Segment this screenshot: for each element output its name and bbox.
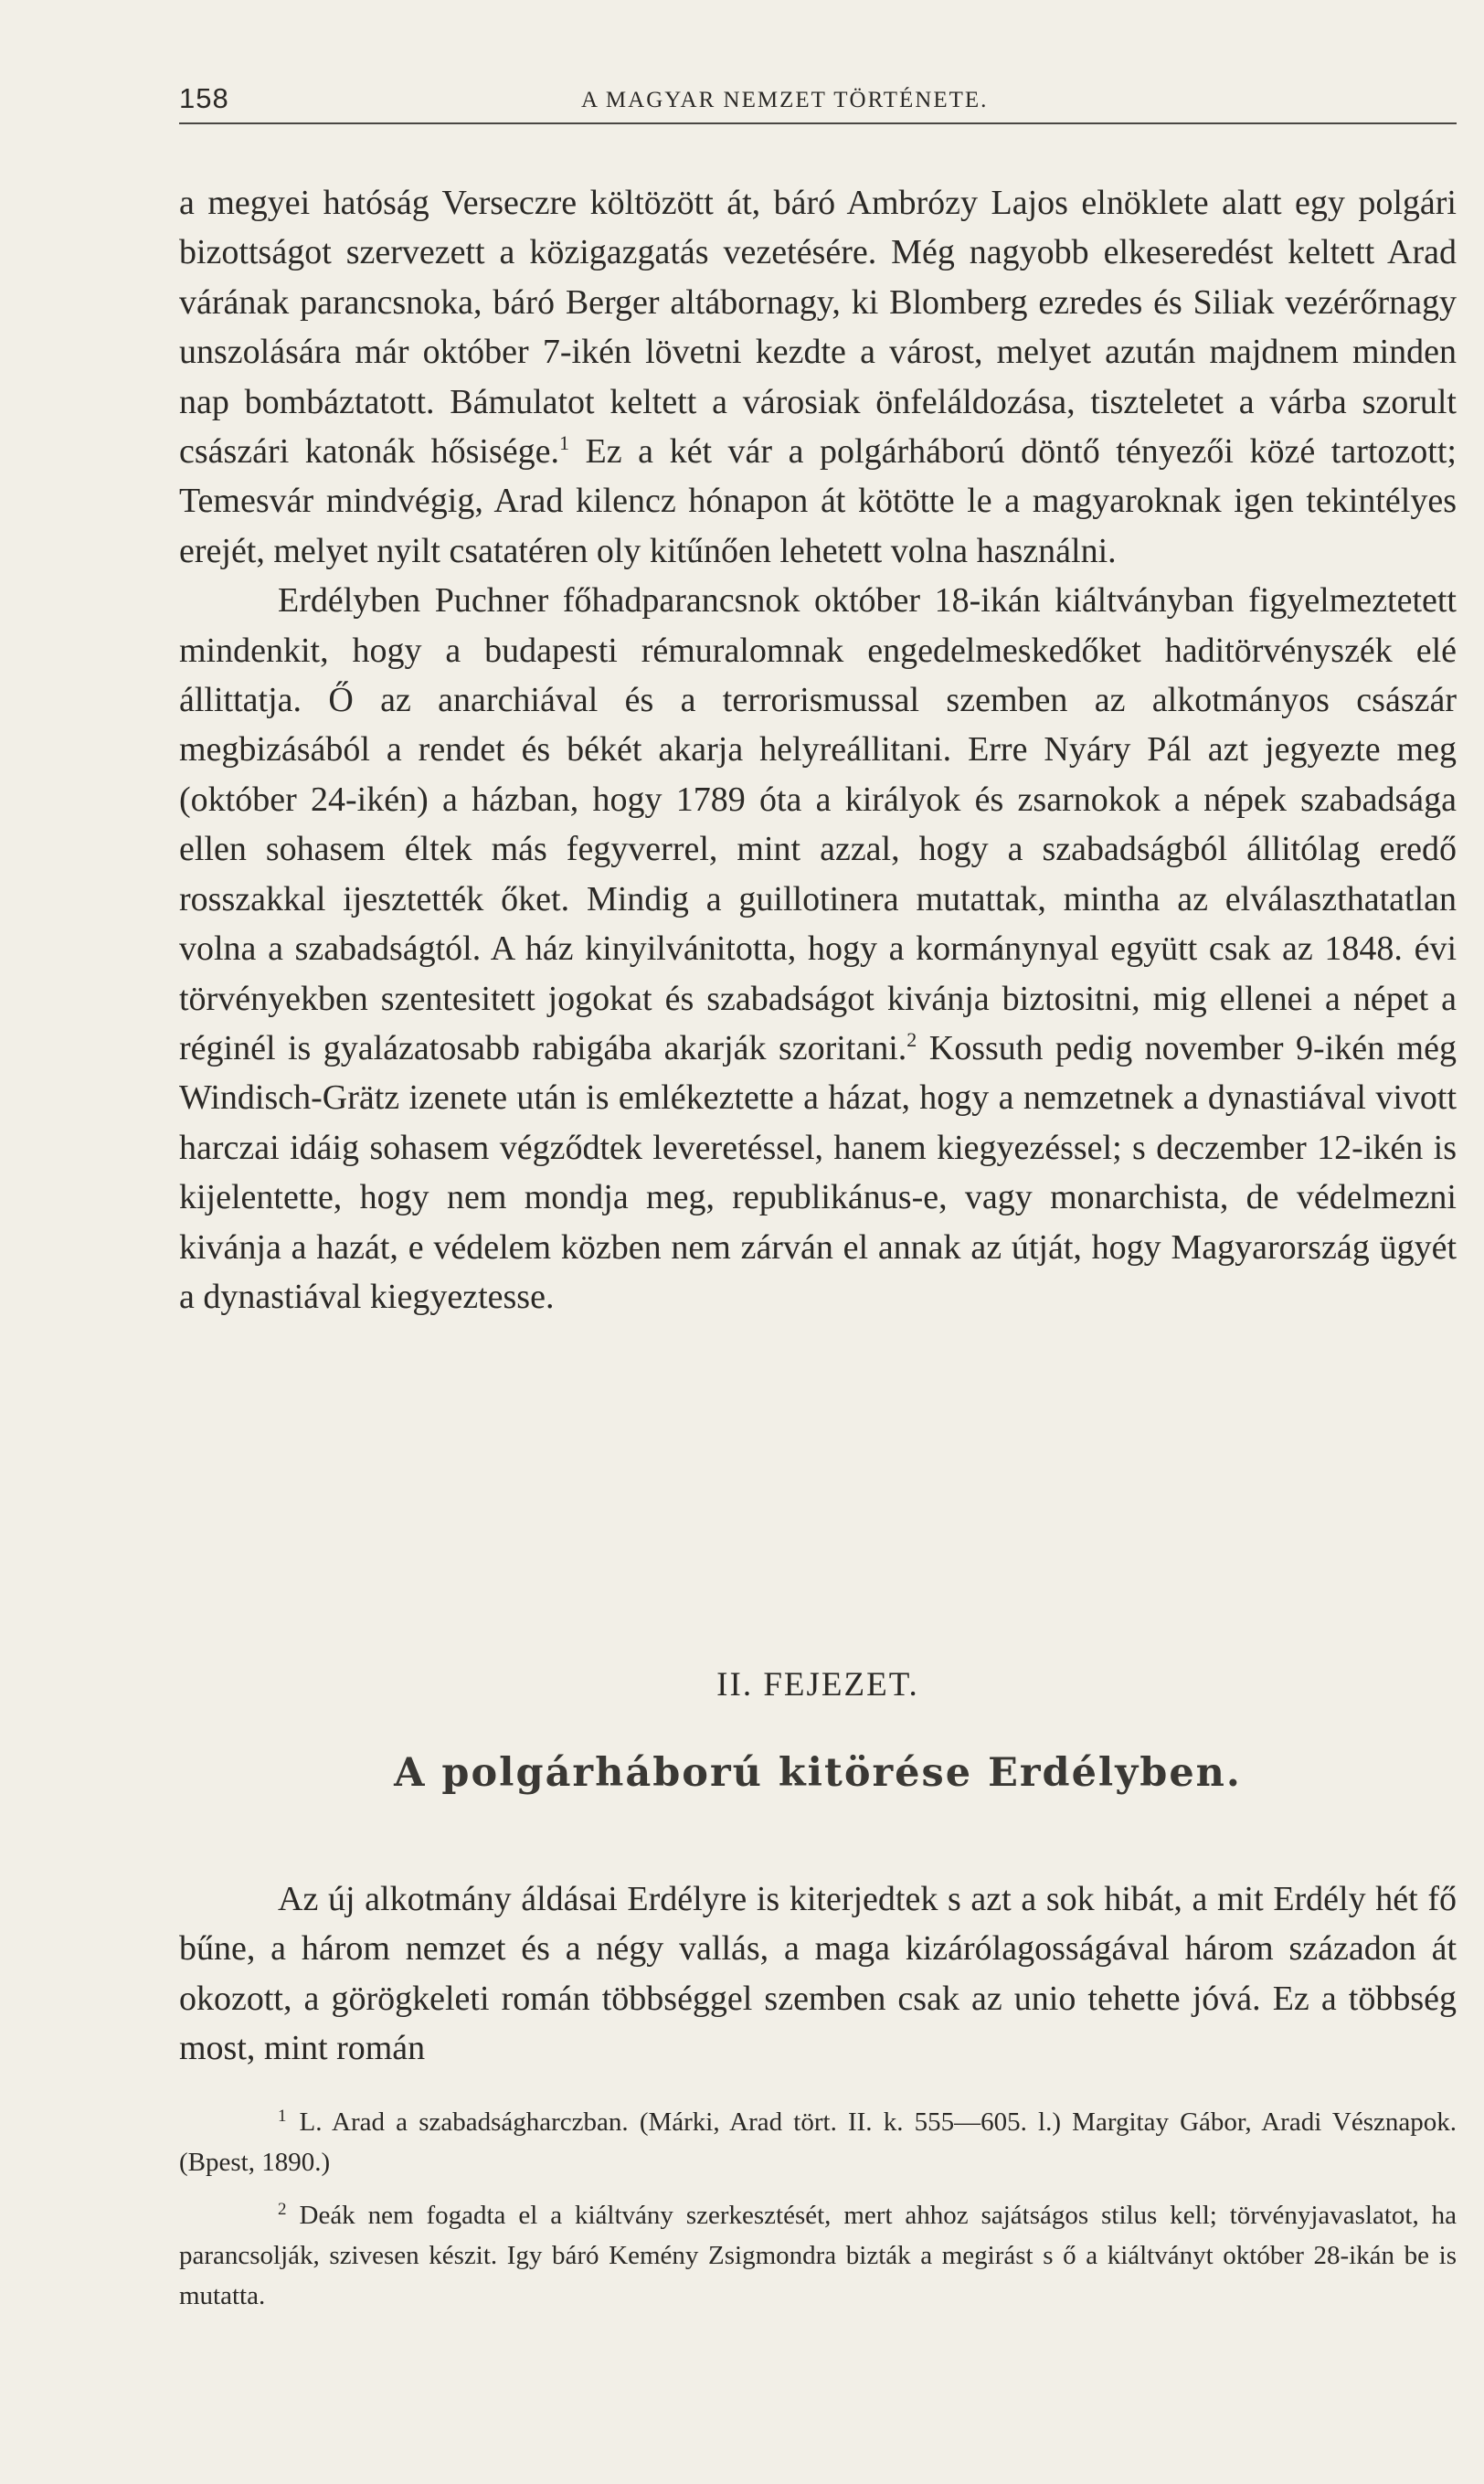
footnotes xyxy=(179,2102,1457,2329)
running-title: A MAGYAR NEMZET TÖRTÉNETE. xyxy=(581,88,989,112)
paragraph-1-text: a megyei hatóság Verseczre költözött át, báró Ambrózy Lajos elnöklete alatt egy polgári bizottságot szervezett a közigazgatás vezetésére. Még nagyobb elkeseredést keltett Arad várának parancsnoka, báró Berger altábornagy, ki Blomberg ezredes és Siliak vezérőrnagy unszolására már október 7-ikén lövetni kezdte a várost, melyet azután majdnem minden nap bombáztatott. Bámulatot keltett a városiak önfeláldozása, tiszteletet a várba szorult császári katonák hősisége. xyxy=(179,184,1457,472)
chapter-title: A polgárháború kitörése Erdélyben. xyxy=(394,1750,1242,1796)
footnote-2-text: Deák nem fogadta el a kiáltvány szerkesztését, mert ahhoz sajátságos stilus kell; törvényjavaslatot, ha parancsolják, szivesen készit. Igy báró Kemény Zsigmondra bizták a megirást s ő a kiáltványt október 28-ikán be is mutatta. xyxy=(179,2201,1457,2310)
main-text xyxy=(179,178,1457,1322)
footnote-ref-1: 1 xyxy=(559,431,569,455)
footnote-1 xyxy=(179,2102,1457,2182)
paragraph-2-tail: Kossuth pedig november 9-ikén még Windisch-Grätz izenete után is emlékeztette a házat, hogy a nemzetnek a dynastiával vivott harczai idáig sohasem végződtek leveretéssel, hanem kiegyezéssel; s deczember 12-ikén is kijelentette, hogy nem mondja meg, republikánus-e, vagy monarchista, de védelmezni kivánja a hazát, e védelem közben nem zárván el annak az útját, hogy Magyarország ügyét a dynastiával kiegyeztesse. xyxy=(179,1028,1457,1316)
chapter-number: II. FEJEZET. xyxy=(716,1666,919,1704)
footnote-1-text: L. Arad a szabadságharczban. (Márki, Arad tört. II. k. 555—605. l.) Margitay Gábor, Aradi Vésznapok. (Bpest, 1890.) xyxy=(179,2107,1457,2177)
page-number: 158 xyxy=(179,82,229,114)
paragraph-1-tail: Ez a két vár a polgárháború döntő tényezői közé tartozott; Temesvár mindvégig, Arad kilencz hónapon át kötötte le a magyaroknak igen tekintélyes erejét, melyet nyilt csatatéren oly kitűnően lehetett volna használni. xyxy=(179,432,1457,570)
footnote-ref-2: 2 xyxy=(906,1027,917,1051)
paragraph-2 xyxy=(179,576,1457,1322)
paragraph-1 xyxy=(179,178,1457,576)
paragraph-2-text: Erdélyben Puchner főhadparancsnok október 18-ikán kiáltványban figyelmeztetett mindenkit, hogy a budapesti rémuralomnak engedelmeskedőket haditörvényszék elé állittatja. Ő az anarchiával és a terrorismussal szemben az alkotmányos császár megbizásából a rendet és békét akarja helyreállitani. Erre Nyáry Pál azt jegyezte meg (október 24-ikén) a házban, hogy 1789 óta a királyok és zsarnokok a népek szabadsága ellen sohasem éltek más fegyverrel, mint azzal, hogy a szabadságból állitólag eredő rosszakkal ijesztették őket. Mindig a guillotinera mutattak, mintha az elválaszthatatlan volna a szabadságtól. A ház kinyilvánitotta, hogy a kormánynyal együtt csak az 1848. évi törvényekben szentesitett jogokat és szabadságot kivánja biztositni, mig ellenei a népet a réginél is gyalázatosabb rabigába akarják szoritani. xyxy=(179,581,1457,1067)
page-header xyxy=(179,79,1457,124)
footnote-1-mark: 1 xyxy=(278,2107,287,2126)
chapter-text xyxy=(179,1874,1457,2074)
footnote-2-mark: 2 xyxy=(278,2200,287,2219)
footnote-2 xyxy=(179,2195,1457,2316)
chapter-paragraph: Az új alkotmány áldásai Erdélyre is kiterjedtek s azt a sok hibát, a mit Erdély hét fő bűne, a három nemzet és a négy vallás, a maga kizárólagosságával három századon át okozott, a görögkeleti román többséggel szemben csak az unio tehette jóvá. Ez a többség most, mint román xyxy=(179,1880,1457,2068)
